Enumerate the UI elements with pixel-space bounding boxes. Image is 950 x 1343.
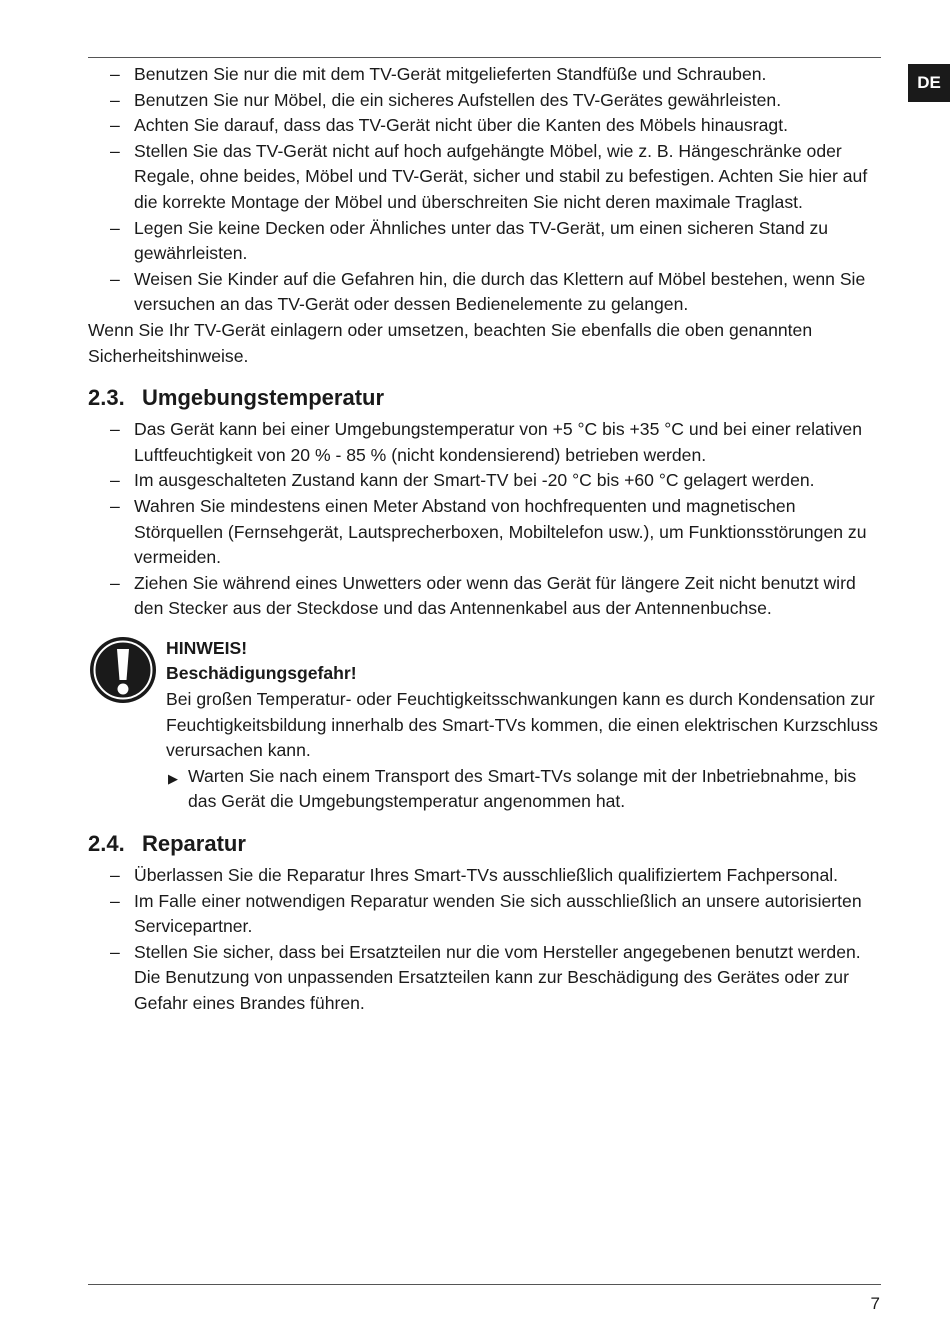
note-body: Bei großen Temperatur- oder Feuchtigkeitsschwankungen kann es durch Kondensation zur Feuchtigkeitsbildung innerhalb des Smart-TVs kommen, die einen elektrischen Kurzschluss verursachen kann. bbox=[166, 689, 878, 761]
page-content bbox=[88, 62, 883, 1017]
section-title: Umgebungstemperatur bbox=[142, 385, 385, 411]
list-item: – Benutzen Sie nur Möbel, die ein sicheres Aufstellen des TV-Gerätes gewährleisten. bbox=[88, 88, 883, 114]
top-rule bbox=[88, 57, 881, 58]
note-title: HINWEIS! bbox=[166, 637, 248, 658]
list-item: – Benutzen Sie nur die mit dem TV-Gerät mitgelieferten Standfüße und Schrauben. bbox=[88, 62, 883, 88]
page-number: 7 bbox=[870, 1294, 880, 1313]
list-item: – Ziehen Sie während eines Unwetters oder wenn das Gerät für längere Zeit nicht benutzt wird den Stecker aus der Steckdose und das Antennenkabel aus der Antennenbuchse. bbox=[88, 571, 883, 622]
list-item: – Achten Sie darauf, dass das TV-Gerät nicht über die Kanten des Möbels hinausragt. bbox=[88, 113, 883, 139]
list-item: – Legen Sie keine Decken oder Ähnliches unter das TV-Gerät, um einen sicheren Stand zu gewährleisten. bbox=[88, 216, 883, 267]
list-item: – Im Falle einer notwendigen Reparatur wenden Sie sich ausschließlich an unsere autorisierten Servicepartner. bbox=[88, 889, 883, 940]
section-heading-reparatur bbox=[88, 829, 883, 859]
list-item: – Weisen Sie Kinder auf die Gefahren hin, die durch das Klettern auf Möbel bestehen, wenn Sie versuchen an das TV-Gerät oder dessen Bedienelemente zu gelangen. bbox=[88, 267, 883, 318]
section-number: 2.3. bbox=[88, 385, 125, 411]
exclamation-icon bbox=[89, 636, 157, 704]
note-subtitle: Beschädigungsgefahr! bbox=[166, 663, 357, 684]
list-item: – Stellen Sie sicher, dass bei Ersatzteilen nur die vom Hersteller angegebenen benutzt werden. Die Benutzung von unpassenden Ersatzteilen kann zur Beschädigung des Gerätes oder zur Gefahr eines Brandes führen. bbox=[88, 940, 883, 1017]
hinweis-note bbox=[88, 636, 883, 815]
list-item: – Wahren Sie mindestens einen Meter Abstand von hochfrequenten und magnetischen Störquellen (Fernsehgerät, Lautsprecherboxen, Mobiltelefon usw.), um Funktionsstörungen zu vermeiden. bbox=[88, 494, 883, 571]
section-heading-umgebungstemperatur bbox=[88, 383, 883, 413]
section-title: Reparatur bbox=[142, 831, 246, 857]
intro-bullet-list bbox=[88, 62, 883, 318]
list-item: – Überlassen Sie die Reparatur Ihres Smart-TVs ausschließlich qualifiziertem Fachpersonal. bbox=[88, 863, 883, 889]
repair-bullet-list bbox=[88, 863, 883, 1017]
list-item: – Das Gerät kann bei einer Umgebungstemperatur von +5 °C bis +35 °C und bei einer relativen Luftfeuchtigkeit von 20 % - 85 % (nicht kondensierend) betrieben werden. bbox=[88, 417, 883, 468]
temperature-bullet-list bbox=[88, 417, 883, 622]
section-number: 2.4. bbox=[88, 831, 125, 857]
note-action-text: Warten Sie nach einem Transport des Smart-TVs solange mit der Inbetriebnahme, bis das Gerät die Umgebungstemperatur angenommen hat. bbox=[188, 765, 857, 812]
bottom-rule bbox=[88, 1284, 881, 1285]
note-action bbox=[166, 764, 883, 815]
language-tab: DE bbox=[908, 64, 950, 102]
triangle-right-icon: ▶ bbox=[168, 770, 178, 786]
list-item: – Im ausgeschalteten Zustand kann der Smart-TV bei -20 °C bis +60 °C gelagert werden. bbox=[88, 468, 883, 494]
list-item: – Stellen Sie das TV-Gerät nicht auf hoch aufgehängte Möbel, wie z. B. Hängeschränke oder Regale, ohne beides, Möbel und TV-Gerät, sicher und stabil zu befestigen. Achten Sie hier auf die korrekte Montage der Möbel und überschreiten Sie nicht deren maximale Traglast. bbox=[88, 139, 883, 216]
intro-paragraph: Wenn Sie Ihr TV-Gerät einlagern oder umsetzen, beachten Sie ebenfalls die oben genannten Sicherheitshinweise. bbox=[88, 319, 813, 366]
